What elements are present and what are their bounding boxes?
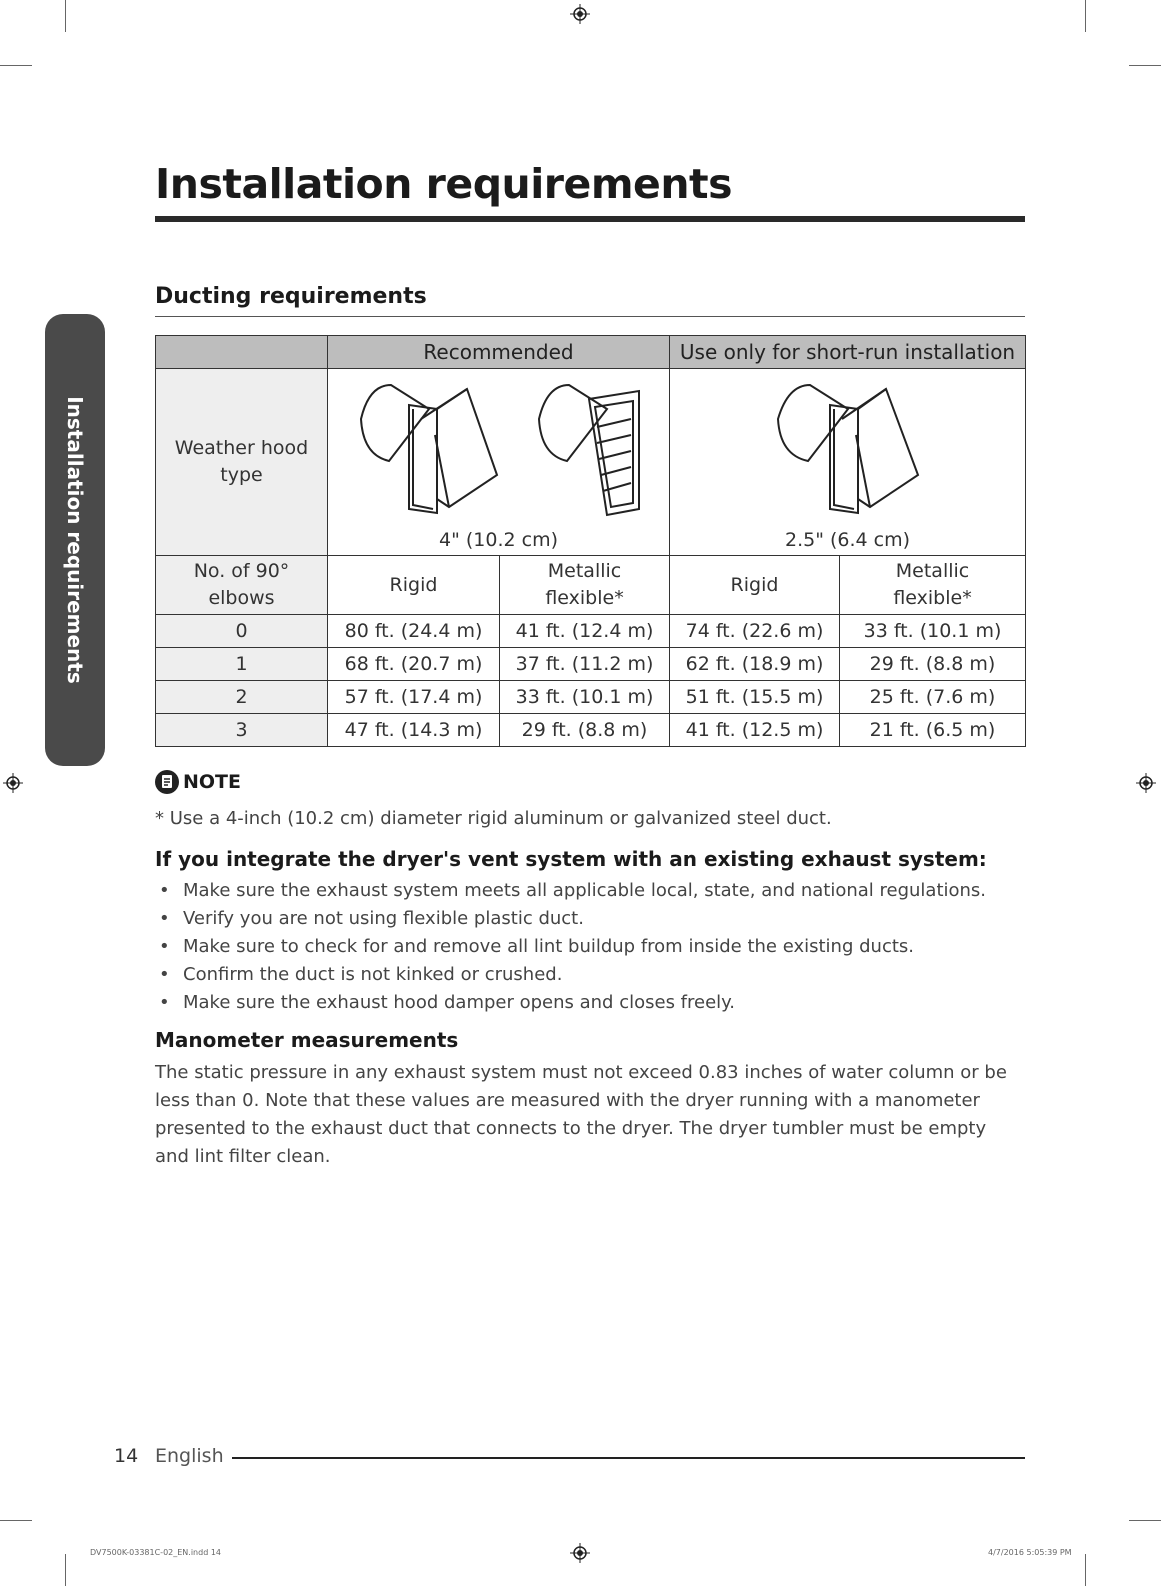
section-rule <box>155 316 1025 317</box>
sub-metallic: Metallic flexible* <box>500 556 670 615</box>
title-rule <box>155 216 1025 222</box>
registration-mark-icon <box>570 1543 590 1563</box>
side-tab <box>45 314 105 766</box>
table-cell: 37 ft. (11.2 m) <box>500 648 670 681</box>
crop-mark <box>65 1554 66 1586</box>
row-head-hood-type: Weather hood type <box>156 369 328 556</box>
note-text: * Use a 4-inch (10.2 cm) diameter rigid aluminum or galvanized steel duct. <box>155 808 832 829</box>
elbows-count: 3 <box>156 714 328 747</box>
table-cell: 51 ft. (15.5 m) <box>670 681 840 714</box>
table-cell: 33 ft. (10.1 m) <box>500 681 670 714</box>
list-item: • Make sure the exhaust hood damper opens and closes freely. <box>155 989 986 1017</box>
list-item: • Make sure the exhaust system meets all applicable local, state, and national regulations. <box>155 877 986 905</box>
elbows-header-row <box>156 556 1026 615</box>
manometer-body: The static pressure in any exhaust system must not exceed 0.83 inches of water column or be less than 0. Note that these values are measured with the dryer running with a manometer presented to the exhaust duct that connects to the dryer. The dryer tumbler must be empty and lint filter clean. <box>155 1062 1007 1167</box>
table-row <box>156 714 1026 747</box>
table-cell: 25 ft. (7.6 m) <box>840 681 1026 714</box>
recommended-hood-cell <box>328 369 670 556</box>
note-icon <box>155 770 179 794</box>
table-cell: 74 ft. (22.6 m) <box>670 615 840 648</box>
crop-mark <box>65 0 66 32</box>
registration-mark-icon <box>3 773 23 793</box>
crop-mark <box>1085 0 1086 32</box>
size-recommended: 4" (10.2 cm) <box>439 529 558 551</box>
table-cell: 47 ft. (14.3 m) <box>328 714 500 747</box>
note-label: NOTE <box>183 771 241 793</box>
page-number: 14 <box>114 1445 139 1467</box>
crop-mark <box>1129 1520 1161 1521</box>
list-item: • Confirm the duct is not kinked or crushed. <box>155 961 986 989</box>
table-row <box>156 648 1026 681</box>
list-item: • Verify you are not using flexible plastic duct. <box>155 905 986 933</box>
elbows-count: 2 <box>156 681 328 714</box>
manometer-heading: Manometer measurements <box>155 1028 459 1052</box>
row-head-elbows: No. of 90° elbows <box>156 556 328 615</box>
table-cell: 41 ft. (12.4 m) <box>500 615 670 648</box>
crop-mark <box>1129 65 1161 66</box>
table-cell: 62 ft. (18.9 m) <box>670 648 840 681</box>
table-cell: 68 ft. (20.7 m) <box>328 648 500 681</box>
side-tab-label: Installation requirements <box>63 396 87 684</box>
section-title: Ducting requirements <box>155 284 427 309</box>
elbows-count: 0 <box>156 615 328 648</box>
hood-type-row <box>156 369 1026 556</box>
header-recommended: Recommended <box>328 336 670 369</box>
elbows-count: 1 <box>156 648 328 681</box>
table-cell: 57 ft. (17.4 m) <box>328 681 500 714</box>
table-row <box>156 681 1026 714</box>
header-blank <box>156 336 328 369</box>
table-header-row <box>156 336 1026 369</box>
crop-mark <box>1085 1554 1086 1586</box>
footer-rule <box>232 1457 1025 1459</box>
integrate-list <box>155 877 986 1017</box>
sub-rigid: Rigid <box>670 556 840 615</box>
table-cell: 80 ft. (24.4 m) <box>328 615 500 648</box>
integrate-heading: If you integrate the dryer's vent system with an existing exhaust system: <box>155 847 987 871</box>
print-slug-file: DV7500K-03381C-02_EN.indd 14 <box>90 1548 221 1557</box>
short-run-hood-cell <box>670 369 1026 556</box>
table-cell: 41 ft. (12.5 m) <box>670 714 840 747</box>
size-short-run: 2.5" (6.4 cm) <box>784 529 911 551</box>
table-cell: 29 ft. (8.8 m) <box>840 648 1026 681</box>
table-cell: 21 ft. (6.5 m) <box>840 714 1026 747</box>
crop-mark <box>0 1520 32 1521</box>
weather-hood-icon <box>349 379 649 529</box>
header-short-run: Use only for short-run installation <box>670 336 1026 369</box>
footer-language: English <box>155 1445 224 1467</box>
list-item: • Make sure to check for and remove all lint buildup from inside the existing ducts. <box>155 933 986 961</box>
crop-mark <box>0 65 32 66</box>
registration-mark-icon <box>570 4 590 24</box>
table-row <box>156 615 1026 648</box>
table-cell: 29 ft. (8.8 m) <box>500 714 670 747</box>
weather-hood-icon <box>758 379 938 529</box>
sub-metallic: Metallic flexible* <box>840 556 1026 615</box>
sub-rigid: Rigid <box>328 556 500 615</box>
print-slug-date: 4/7/2016 5:05:39 PM <box>988 1548 1072 1557</box>
ducting-table <box>155 335 1026 747</box>
registration-mark-icon <box>1136 773 1156 793</box>
table-cell: 33 ft. (10.1 m) <box>840 615 1026 648</box>
page-title: Installation requirements <box>155 160 733 208</box>
